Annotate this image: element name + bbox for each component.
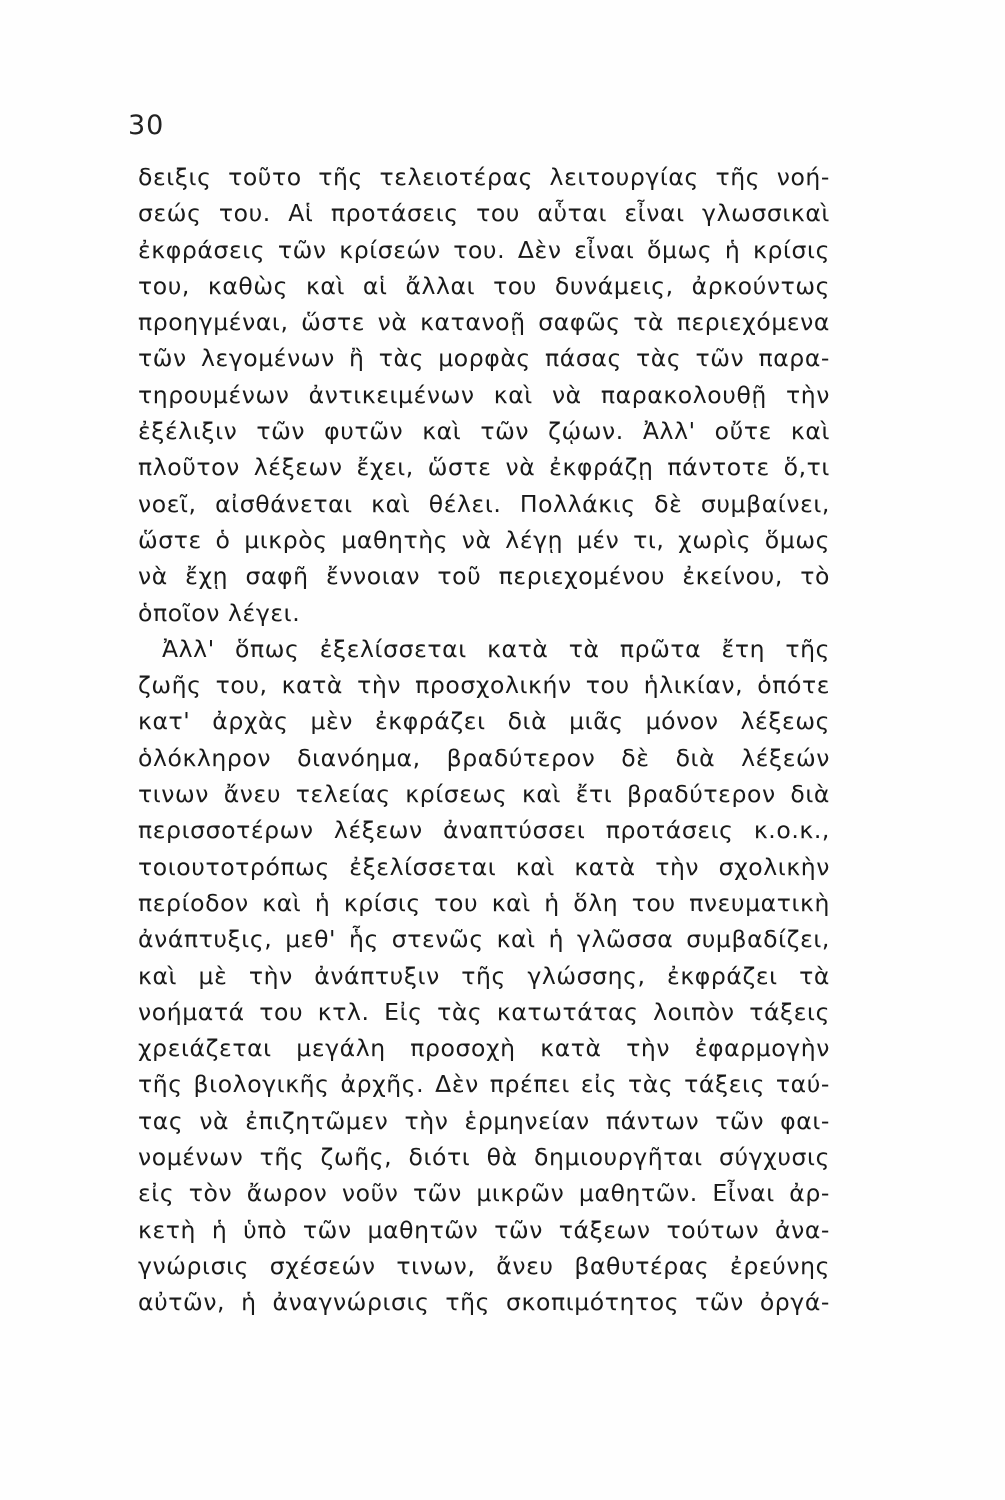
text-line: ἐκφράσεις τῶν κρίσεών του. Δὲν εἶναι ὅμως ἡ κρίσις bbox=[138, 235, 830, 264]
text-line: κατ' ἀρχὰς μὲν ἐκφράζει διὰ μιᾶς μόνον λέξεως bbox=[138, 707, 830, 736]
text-line: δειξις τοῦτο τῆς τελειοτέρας λειτουργίας τῆς νοή- bbox=[138, 163, 830, 191]
text-line: εἰς τὸν ἄωρον νοῦν τῶν μικρῶν μαθητῶν. Εἶναι ἀρ- bbox=[138, 1179, 830, 1208]
text-line: γνώρισις σχέσεών τινων, ἄνευ βαθυτέρας ἐρεύνης bbox=[138, 1251, 830, 1280]
text-line: τῶν λεγομένων ἢ τὰς μορφὰς πάσας τὰς τῶν παρα- bbox=[138, 344, 830, 373]
text-line: περίοδον καὶ ἡ κρίσις του καὶ ἡ ὅλη του πνευματικὴ bbox=[138, 888, 830, 917]
text-line: Ἀλλ' ὅπως ἐξελίσσεται κατὰ τὰ πρῶτα ἔτη τῆς bbox=[162, 634, 830, 663]
text-line: ἐξέλιξιν τῶν φυτῶν καὶ τῶν ζῴων. Ἀλλ' οὔτε καὶ bbox=[138, 417, 830, 446]
text-line: ἀνάπτυξις, μεθ' ἧς στενῶς καὶ ἡ γλῶσσα συμβαδίζει, bbox=[138, 925, 830, 954]
text-line: τας νὰ ἐπιζητῶμεν τὴν ἑρμηνείαν πάντων τῶν φαι- bbox=[138, 1106, 830, 1135]
text-line: ὁποῖον λέγει. bbox=[138, 598, 301, 627]
text-line: ὁλόκληρον διανόημα, βραδύτερον δὲ διὰ λέξεών bbox=[138, 743, 830, 772]
text-line: ὥστε ὁ μικρὸς μαθητὴς νὰ λέγῃ μέν τι, χωρὶς ὅμως bbox=[138, 525, 830, 554]
text-line: τηρουμένων ἀντικειμένων καὶ νὰ παρακολουθῇ τὴν bbox=[138, 380, 830, 409]
text-line: τοιουτοτρόπως ἐξελίσσεται καὶ κατὰ τὴν σχολικὴν bbox=[138, 852, 830, 881]
text-line: προηγμέναι, ὥστε νὰ κατανοῇ σαφῶς τὰ περιεχόμενα bbox=[138, 308, 830, 337]
text-line: νομένων τῆς ζωῆς, διότι θὰ δημιουργῆται σύγχυσις bbox=[138, 1143, 830, 1172]
text-line: νοεῖ, αἰσθάνεται καὶ θέλει. Πολλάκις δὲ συμβαίνει, bbox=[138, 489, 830, 518]
text-line: σεώς του. Αἱ προτάσεις του αὗται εἶναι γλωσσικαὶ bbox=[138, 199, 830, 228]
text-line: χρειάζεται μεγάλη προσοχὴ κατὰ τὴν ἐφαρμογὴν bbox=[138, 1034, 830, 1063]
text-line: νοήματά του κτλ. Εἰς τὰς κατωτάτας λοιπὸν τάξεις bbox=[138, 997, 830, 1026]
body-text bbox=[138, 159, 830, 1321]
text-line: του, καθὼς καὶ αἱ ἄλλαι του δυνάμεις, ἀρκούντως bbox=[138, 271, 830, 300]
text-line: τῆς βιολογικῆς ἀρχῆς. Δὲν πρέπει εἰς τὰς τάξεις ταύ- bbox=[138, 1070, 830, 1099]
text-line: νὰ ἔχῃ σαφῆ ἔννοιαν τοῦ περιεχομένου ἐκείνου, τὸ bbox=[138, 562, 830, 591]
text-line: περισσοτέρων λέξεων ἀναπτύσσει προτάσεις κ.ο.κ., bbox=[138, 816, 830, 845]
text-line: καὶ μὲ τὴν ἀνάπτυξιν τῆς γλώσσης, ἐκφράζει τὰ bbox=[138, 961, 830, 990]
text-line: τινων ἄνευ τελείας κρίσεως καὶ ἔτι βραδύτερον διὰ bbox=[138, 780, 830, 809]
text-line: κετὴ ἡ ὑπὸ τῶν μαθητῶν τῶν τάξεων τούτων ἀνα- bbox=[138, 1215, 830, 1244]
text-line: πλοῦτον λέξεων ἔχει, ὥστε νὰ ἐκφράζῃ πάντοτε ὅ,τι bbox=[138, 453, 830, 482]
text-line: αὐτῶν, ἡ ἀναγνώρισις τῆς σκοπιμότητος τῶν ὀργά- bbox=[138, 1288, 830, 1317]
text-line: ζωῆς του, κατὰ τὴν προσχολικήν του ἡλικίαν, ὁπότε bbox=[138, 671, 830, 700]
page-number: 30 bbox=[128, 110, 165, 141]
